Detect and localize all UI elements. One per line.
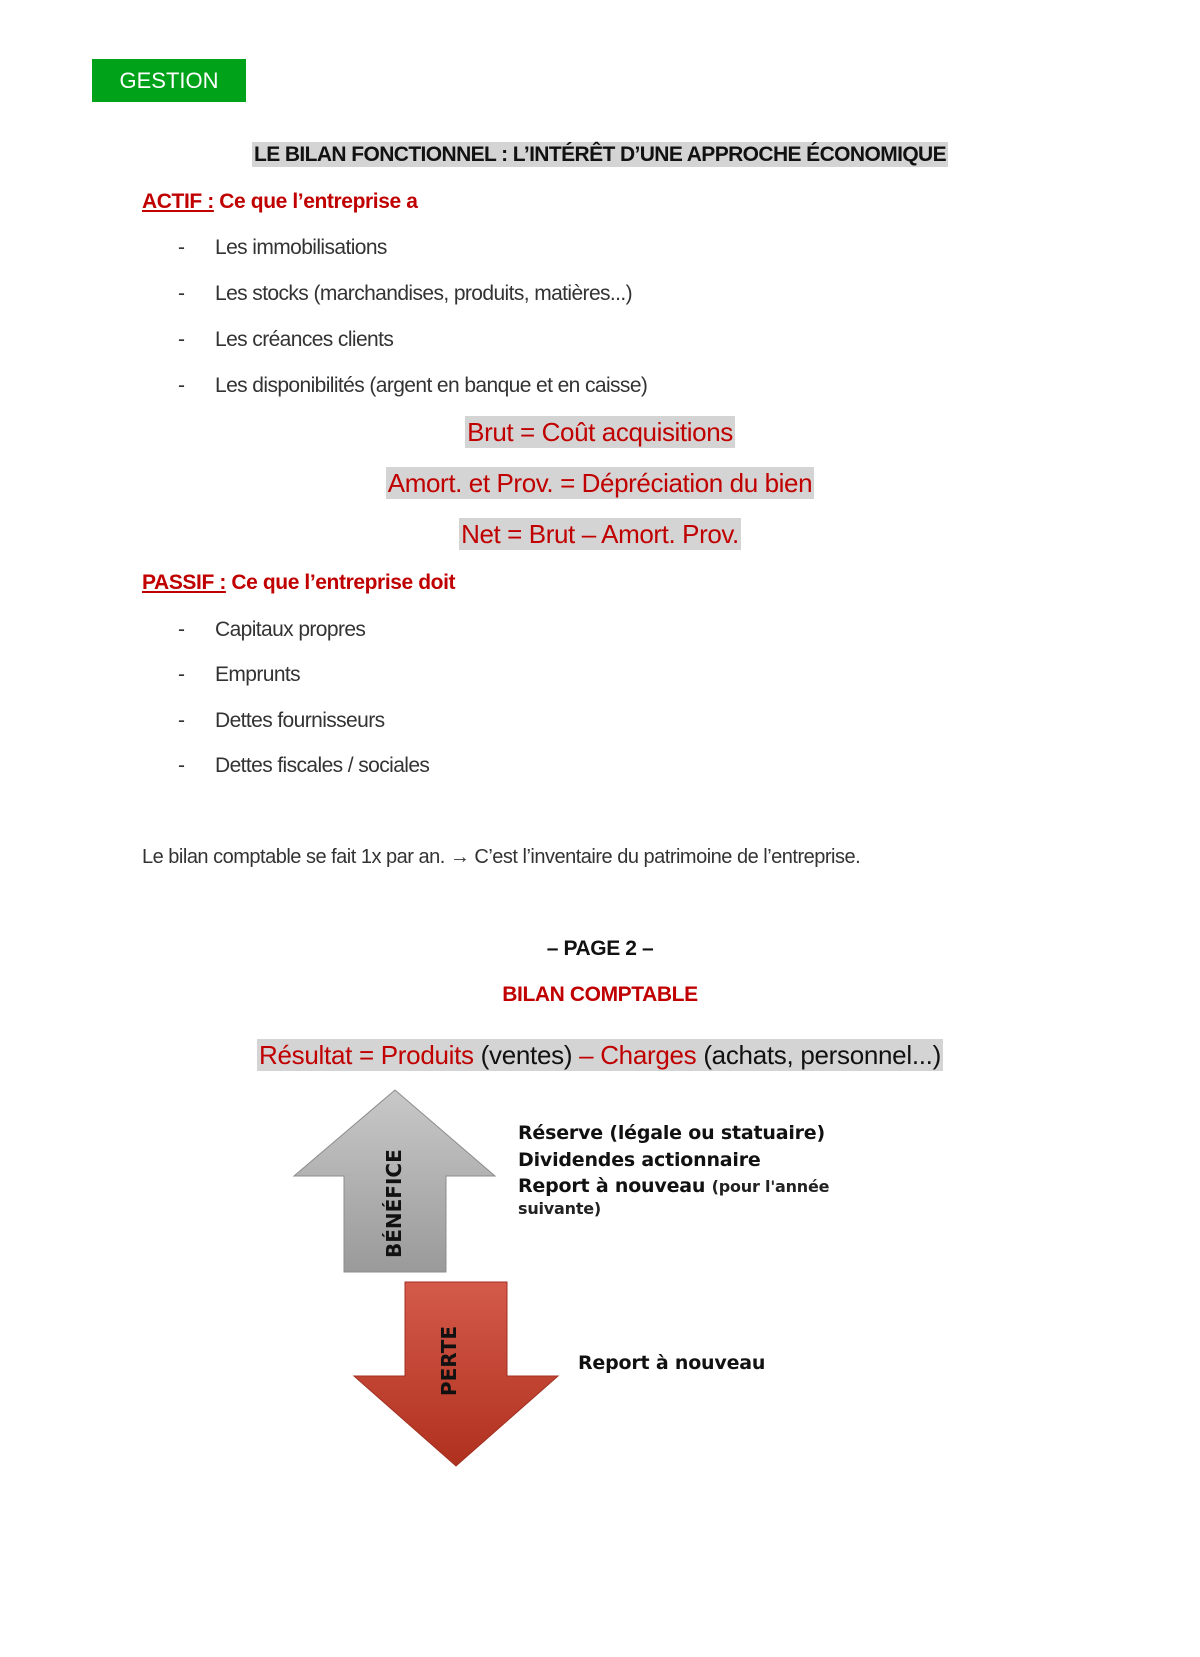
page-title-text: LE BILAN FONCTIONNEL : L’INTÉRÊT D’UNE APPROCHE ÉCONOMIQUE — [253, 143, 947, 166]
benefice-label: BÉNÉFICE — [382, 1149, 406, 1258]
list-item: - Dettes fiscales / sociales — [178, 754, 430, 777]
benefice-item: Report à nouveau (pour l'année — [518, 1175, 830, 1197]
benefice-notes — [518, 1120, 838, 1219]
passif-desc: Ce que l’entreprise doit — [231, 571, 456, 594]
passif-heading — [142, 571, 455, 595]
page-marker: – PAGE 2 – — [546, 937, 654, 960]
formula-net: Net = Brut – Amort. Prov. — [461, 519, 739, 549]
page-title — [0, 143, 1200, 167]
formula-brut: Brut = Coût acquisitions — [467, 417, 733, 447]
benefice-item: Dividendes actionnaire — [518, 1149, 761, 1171]
resultat-box: Résultat = Produits (ventes) – Charges (achats, personnel...) — [259, 1040, 941, 1070]
passif-label: PASSIF : — [142, 571, 226, 594]
actif-heading — [142, 190, 417, 214]
actif-label: ACTIF : — [142, 190, 214, 213]
bilan-comptable-title: BILAN COMPTABLE — [502, 983, 698, 1006]
list-item: - Les immobilisations — [178, 236, 387, 259]
resultat-formula — [0, 1040, 1200, 1071]
benefice-item: Réserve (légale ou statuaire) — [518, 1122, 825, 1144]
bilan-note: Le bilan comptable se fait 1x par an. → C’est l’inventaire du patrimoine de l’entreprise. — [142, 846, 861, 868]
formula-amort: Amort. et Prov. = Dépréciation du bien — [387, 468, 813, 498]
perte-note: Report à nouveau — [578, 1352, 766, 1374]
list-item: - Les stocks (marchandises, produits, matières...) — [178, 282, 633, 305]
list-item: - Les créances clients — [178, 328, 394, 351]
list-item: - Emprunts — [178, 663, 301, 686]
list-item: - Dettes fournisseurs — [178, 709, 385, 732]
list-item: - Capitaux propres — [178, 618, 366, 641]
benefice-item-note: suivante) — [518, 1199, 602, 1218]
actif-desc: Ce que l’entreprise a — [219, 190, 418, 213]
list-item: - Les disponibilités (argent en banque et en caisse) — [178, 374, 648, 397]
perte-label: PERTE — [437, 1325, 461, 1397]
gestion-badge: GESTION — [92, 59, 246, 102]
